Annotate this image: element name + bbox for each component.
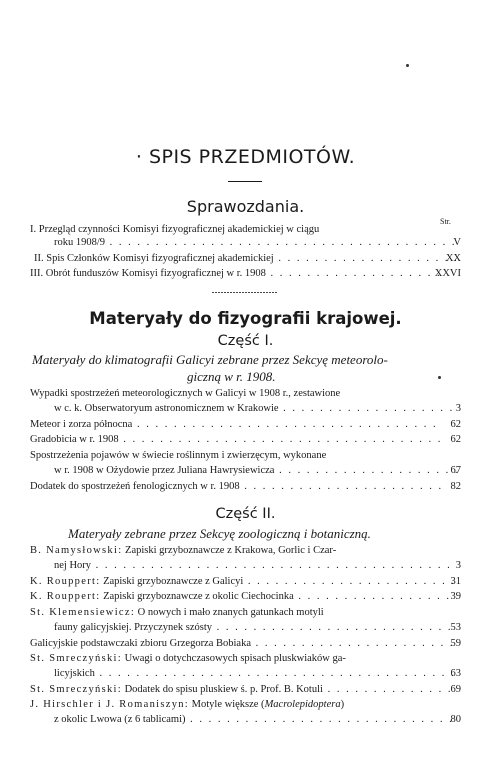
- toc-entry: Dodatek do spostrzeżeń fenologicznych w r. 1908 . . . 82: [0, 480, 491, 493]
- toc-entry: St. Smreczyński: Uwagi o dotychczasowych spisach pluskwiaków ga-: [30, 653, 346, 664]
- toc-entry-cont: w r. 1908 w Ożydowie przez Juliana Hawrysiewicza . . . 67: [0, 464, 491, 477]
- page-number: 62: [450, 419, 461, 430]
- part-heading-1: Część I.: [217, 333, 274, 349]
- toc-entry: Wypadki spostrzeżeń meteorologicznych w Galicyi w 1908 r., zestawione: [30, 388, 341, 399]
- page-number: 53: [450, 622, 461, 633]
- toc-entry: K. Rouppert: Zapiski grzyboznawcze z Galicyi . . . 31: [0, 575, 491, 588]
- page-number: XX: [445, 253, 461, 264]
- page-number: 67: [450, 465, 461, 476]
- author: St. Smreczyński:: [30, 684, 122, 695]
- toc-entry-cont: roku 1908/9 . . . V: [0, 236, 491, 249]
- toc-entry-cont: nej Hory . . . 3: [0, 559, 491, 572]
- toc-entry: B. Namysłowski: Zapiski grzyboznawcze z Krakowa, Gorlic i Czar-: [30, 545, 337, 556]
- toc-entry: I. Przegląd czynności Komisyi fizyograficznej akademickiej w ciągu: [30, 224, 320, 235]
- page-title: · SPIS PRZEDMIOTÓW.: [135, 146, 356, 168]
- author: K. Rouppert:: [30, 576, 101, 587]
- section-divider: [212, 292, 278, 293]
- page-column-label: Str.: [440, 217, 451, 226]
- part-subtitle: Materyały do klimatografii Galicyi zebrane przez Sekcyę meteorolo-: [32, 352, 388, 367]
- author: J. Hirschler i J. Romaniszyn:: [30, 699, 190, 710]
- toc-entry-cont: fauny galicyjskiej. Przyczynek szósty . . . 53: [0, 621, 491, 634]
- toc-entry-cont: licyjskich . . . 63: [0, 667, 491, 680]
- page-number: 82: [450, 481, 461, 492]
- toc-entry: III. Obrót funduszów Komisyi fizyograficznej w r. 1908 . . . XXVI: [0, 267, 491, 280]
- toc-entry: K. Rouppert: Zapiski grzyboznawcze z okolic Ciechocinka . . . 39: [0, 590, 491, 603]
- page-number: 62: [450, 434, 461, 445]
- section-heading-sprawozdania: Sprawozdania.: [186, 197, 305, 216]
- toc-entry: St. Smreczyński: Dodatek do spisu pluskiew ś. p. Prof. B. Kotuli . . . 69: [0, 683, 491, 696]
- toc-entry: Gradobicia w r. 1908 . . . 62: [0, 433, 491, 446]
- author: St. Klemensiewicz:: [30, 607, 136, 618]
- print-speck: [438, 376, 441, 379]
- page-number: 69: [450, 684, 461, 695]
- print-speck: [406, 64, 409, 67]
- title-rule: [228, 181, 262, 182]
- toc-entry-cont: w c. k. Obserwatoryum astronomicznem w Krakowie . . . 3: [0, 402, 491, 415]
- toc-entry: Galicyjskie podstawczaki zbioru Grzegorza Bobiaka . . . 59: [0, 637, 491, 650]
- page-number: 59: [450, 638, 461, 649]
- page-number: 31: [450, 576, 461, 587]
- page-number: 39: [450, 591, 461, 602]
- page-number: 3: [455, 560, 461, 571]
- toc-entry: St. Klemensiewicz: O nowych i mało znanych gatunkach motyli: [30, 607, 324, 618]
- toc-entry-cont: z okolic Lwowa (z 6 tablicami) . . . 80: [0, 713, 491, 726]
- page-number: XXVI: [434, 268, 461, 279]
- toc-entry: II. Spis Członków Komisyi fizyograficznej akademickiej . . . XX: [0, 252, 491, 265]
- toc-entry: Spostrzeżenia pojawów w świecie roślinnym i zwierzęcym, wykonane: [30, 450, 327, 461]
- author: K. Rouppert:: [30, 591, 101, 602]
- page-number: 3: [455, 403, 461, 414]
- page-number: 80: [450, 714, 461, 725]
- toc-entry: Meteor i zorza północna . . . 62: [0, 418, 491, 431]
- author: B. Namysłowski:: [30, 545, 123, 556]
- author: St. Smreczyński:: [30, 653, 122, 664]
- section-heading-materyaly: Materyały do fizyografii krajowej.: [89, 309, 402, 328]
- part-subtitle-cont: giczną w r. 1908.: [187, 369, 276, 384]
- page-number: 63: [450, 668, 461, 679]
- page-number: V: [453, 237, 461, 248]
- toc-entry: J. Hirschler i J. Romaniszyn: Motyle większe (Macrolepidoptera): [30, 699, 345, 710]
- part-subtitle: Materyały zebrane przez Sekcyę zoologiczną i botaniczną.: [68, 526, 371, 541]
- part-heading-2: Część II.: [215, 506, 276, 522]
